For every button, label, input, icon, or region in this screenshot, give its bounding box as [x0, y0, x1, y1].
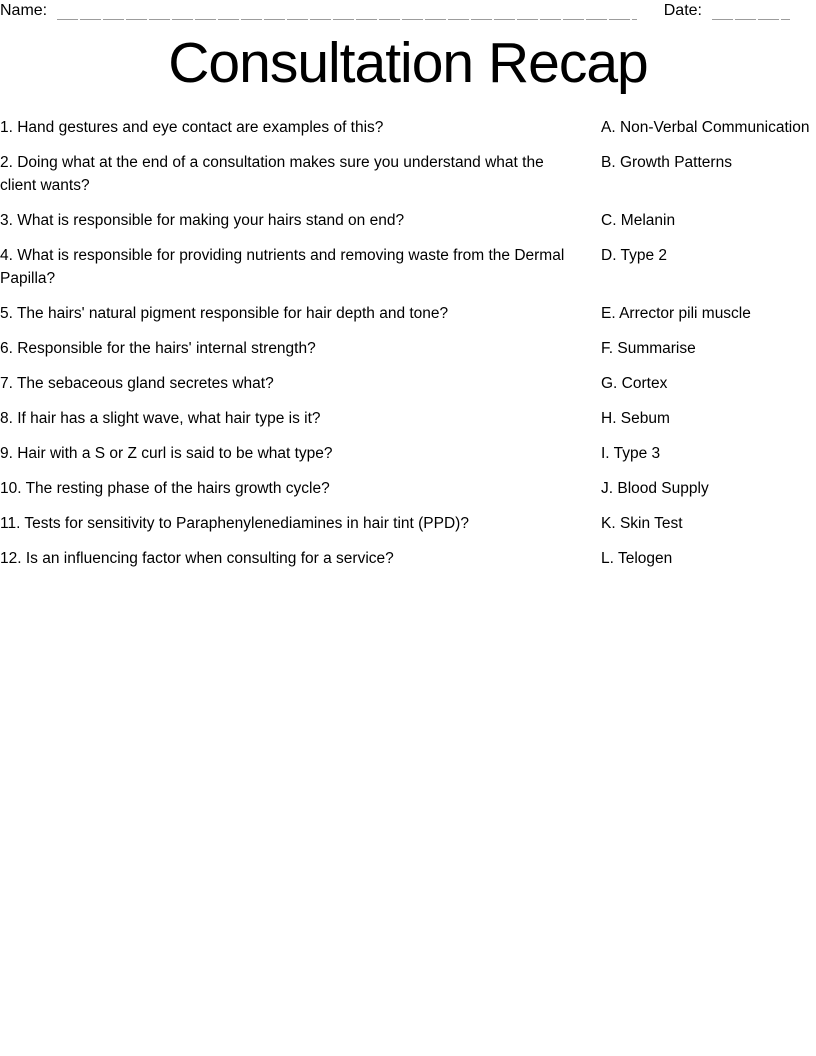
question-text: 6. Responsible for the hairs' internal strength?	[0, 340, 316, 357]
page-title: Consultation Recap	[168, 31, 648, 95]
name-label: Name:	[0, 2, 48, 19]
matching-row	[0, 116, 816, 139]
matching-row	[0, 512, 816, 535]
question-text: 8. If hair has a slight wave, what hair type is it?	[0, 410, 321, 427]
answer-option: B. Growth Patterns	[601, 154, 732, 171]
matching-row	[0, 209, 816, 232]
answer-option: J. Blood Supply	[601, 480, 709, 497]
question-text: 11. Tests for sensitivity to Paraphenylenediamines in hair tint (PPD)?	[0, 515, 469, 532]
matching-row	[0, 407, 816, 430]
matching-row	[0, 477, 816, 500]
date-blank-line	[712, 4, 790, 20]
header	[0, 0, 816, 20]
answer-option: H. Sebum	[601, 410, 670, 427]
question-text: 7. The sebaceous gland secretes what?	[0, 375, 274, 392]
answer-option: A. Non-Verbal Communication	[601, 119, 810, 136]
answer-option: K. Skin Test	[601, 515, 683, 532]
question-text: 10. The resting phase of the hairs growth cycle?	[0, 480, 330, 497]
matching-row	[0, 302, 816, 325]
answer-option: D. Type 2	[601, 247, 668, 264]
question-text: 3. What is responsible for making your hairs stand on end?	[0, 212, 405, 229]
answer-option: I. Type 3	[601, 445, 661, 462]
answer-option: L. Telogen	[601, 550, 673, 567]
question-text: 9. Hair with a S or Z curl is said to be what type?	[0, 445, 333, 462]
matching-row	[0, 547, 816, 570]
question-text: 5. The hairs' natural pigment responsible for hair depth and tone?	[0, 305, 449, 322]
question-text: 1. Hand gestures and eye contact are examples of this?	[0, 119, 384, 136]
name-blank-line	[57, 4, 637, 20]
answer-option: F. Summarise	[601, 340, 696, 357]
answer-option: E. Arrector pili muscle	[601, 305, 751, 322]
matching-row	[0, 372, 816, 395]
matching-row	[0, 244, 816, 290]
question-text: 12. Is an influencing factor when consulting for a service?	[0, 550, 394, 567]
date-label: Date:	[663, 2, 702, 19]
question-text: 2. Doing what at the end of a consultation makes sure you understand what the client wants?	[0, 154, 544, 194]
answer-option: G. Cortex	[601, 375, 668, 392]
matching-row	[0, 151, 816, 197]
matching-row	[0, 442, 816, 465]
matching-row	[0, 337, 816, 360]
matching-list	[0, 116, 816, 570]
answer-option: C. Melanin	[601, 212, 676, 229]
question-text: 4. What is responsible for providing nutrients and removing waste from the Dermal Papilla?	[0, 247, 565, 287]
